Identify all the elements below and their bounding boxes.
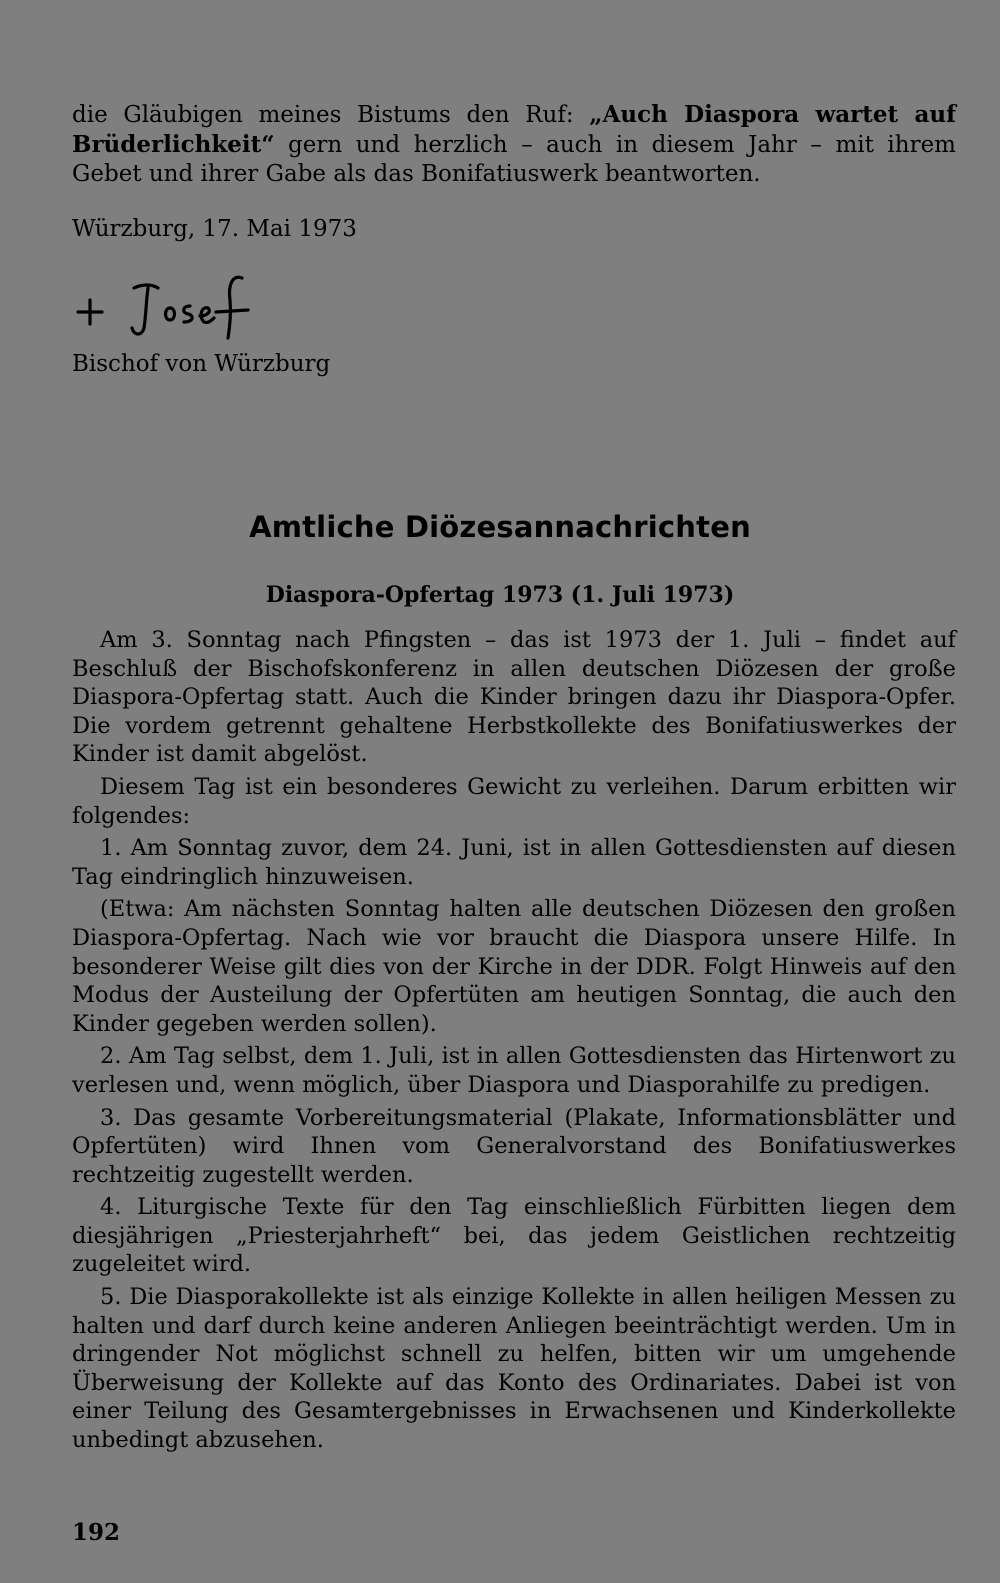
intro-paragraph — [72, 100, 956, 189]
body-text — [72, 626, 956, 1459]
paragraph: Am 3. Sonntag nach Pfingsten – das ist 1973 der 1. Juli – findet auf Beschluß der Bischofskonferenz in allen deutschen Diözesen der große Diaspora-Opfertag statt. Auch die Kinder bringen dazu ihr Diaspora-Opfer. Die vordem getrennt gehaltene Herbstkollekte des Bonifatiuswerkes der Kinder ist damit abgelöst. — [72, 627, 956, 768]
section-heading: Amtliche Diözesannachrichten — [249, 510, 751, 544]
section-subheading: Diaspora-Opfertag 1973 (1. Juli 1973) — [265, 582, 735, 608]
paragraph: Diesem Tag ist ein besonderes Gewicht zu verleihen. Darum erbitten wir folgendes: — [72, 773, 956, 829]
list-item: 3. Das gesamte Vorbereitungsmaterial (Plakate, Informationsblätter und Opfertüten) wird Ihnen vom Generalvorstand des Bonifatiuswerkes rechtzeitig zugestellt werden. — [72, 1104, 956, 1188]
signature-icon — [72, 272, 292, 342]
intro-text-start: die Gläubigen meines Bistums den Ruf: — [72, 102, 590, 128]
list-item: 2. Am Tag selbst, dem 1. Juli, ist in allen Gottesdiensten das Hirtenwort zu verlesen und, wenn möglich, über Diaspora und Diasporahilfe zu predigen. — [72, 1043, 956, 1098]
intro-text-end: gern und herzlich – auch in diesem Jahr – mit ihrem Gebet und ihrer Gabe als das Bonifatiuswerk beantworten. — [72, 132, 956, 187]
bishop-title: Bischof von Würzburg — [72, 351, 331, 377]
intro-quote: „Auch Diaspora wartet auf Brüderlichkeit“ — [72, 101, 957, 158]
list-item: 4. Liturgische Texte für den Tag einschließlich Fürbitten liegen dem diesjährigen „Priesterjahrheft“ bei, das jedem Geistlichen rechtzeitig zugeleitet wird. — [72, 1194, 956, 1278]
list-item: 5. Die Diasporakollekte ist als einzige Kollekte in allen heiligen Messen zu halten und darf durch keine anderen Anliegen beeinträchtigt werden. Um in dringender Not möglichst schnell zu helfen, bitten wir um umgehende Überweisung der Kollekte auf das Konto des Ordinariates. Dabei ist von einer Teilung des Gesamtergebnisses in Erwachsenen und Kinderkollekte unbedingt abzusehen. — [72, 1284, 956, 1454]
list-item: 1. Am Sonntag zuvor, dem 24. Juni, ist in allen Gottesdiensten auf diesen Tag eindringlich hinzuweisen. — [72, 835, 956, 890]
dateline: Würzburg, 17. Mai 1973 — [72, 216, 357, 242]
page-number: 192 — [72, 1519, 121, 1546]
handwritten-signature — [72, 272, 292, 342]
paragraph: (Etwa: Am nächsten Sonntag halten alle deutschen Diözesen den großen Diaspora-Opfertag. Nach wie vor braucht die Diaspora unsere Hilfe. In besonderer Weise gilt dies von der Kirche in der DDR. Folgt Hinweis auf den Modus der Austeilung der Opfertüten am heutigen Sonntag, die auch den Kinder gegeben werden sollen). — [72, 896, 956, 1037]
